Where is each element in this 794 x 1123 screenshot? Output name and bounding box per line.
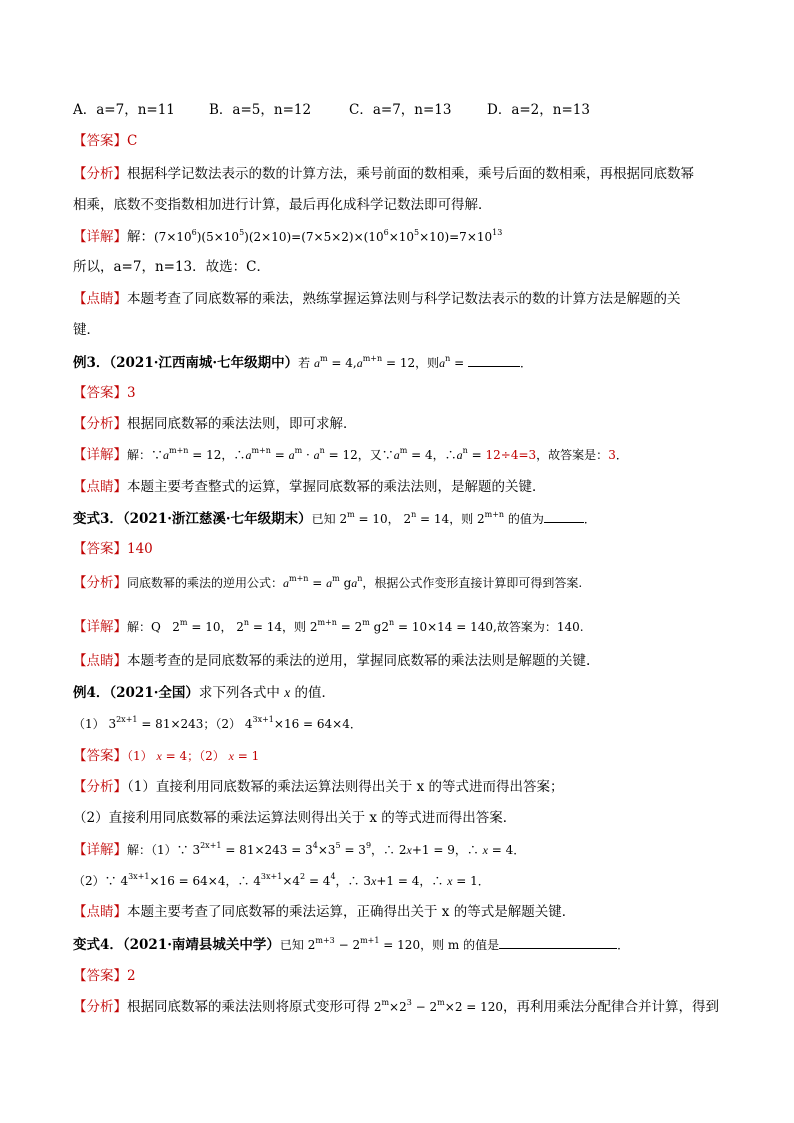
variant-3-question: 已知 $2^m = 10$， $2^n = 14$，则 $2^{m+n}$ 的值为 ．	[311, 510, 596, 526]
variant-3-stem	[73, 508, 596, 529]
options-line	[73, 100, 590, 120]
example-4-detail: 【详解】解：（1）∵ $3^{2x+1} = 81\times 243 = 3^4\times 3^5 = 3^9$，∴ 2x+1 = 9，∴ x = 4．	[73, 841, 526, 858]
variant-4-analysis: 【分析】根据同底数幂的乘法法则将原式变形可得 $2^m\times 2^3 - 2^m\times 2 = 120$，再利用乘法分配律合并计算，得到	[73, 998, 720, 1015]
conclusion-line: 所以，a=7，n=13．故选：C．	[73, 259, 270, 275]
example-3-detail: 【详解】解：$\because a^{m+n} = 12$，$\therefore a^{m+n} = a^m \cdot a^n = 12$，又$\because a^m = 4$，$\therefore a^n = 12\div 4=3$，故答案是：3．	[73, 446, 628, 463]
example-4-comment: 【点睛】本题主要考查了同底数幂的乘法运算，正确得出关于 x 的等式是解题关键．	[73, 904, 576, 920]
variant-3-analysis: 【分析】同底数幂的乘法的逆用公式：$a^{m+n} = a^m$ $ga^n$，根据公式作变形直接计算即可得到答案.	[73, 574, 583, 591]
analysis-text: 根据科学记数法表示的数的计算方法，乘号前面的数相乘，乘号后面的数相乘，再根据同底数幂	[127, 166, 694, 182]
example-4-title: 例4．（2021·全国）	[73, 685, 199, 701]
option-a: A．a=7，n=11	[73, 102, 175, 118]
variant-4-answer: 【答案】2	[73, 968, 136, 984]
example-4-answer: 【答案】（1） x = 4；（2） x = 1	[73, 748, 260, 764]
comment-line	[73, 289, 681, 309]
analysis-tag: 【分析】	[73, 166, 127, 182]
example-4-parts: （1） $3^{2x+1} = 81\times 243$；（2） $4^{3x+1}\times 16 = 64\times 4$．	[73, 715, 362, 731]
variant-3-title: 变式3．（2021·浙江慈溪·七年级期末）	[73, 511, 312, 527]
variant-3-detail: 【详解】解：Q $2^m = 10$， $2^n = 14$，则 $2^{m+n} = 2^m$ $g2^n = 10\times 14 = 140$,故答案为：140.	[73, 618, 584, 635]
example-4-analysis-2: （2）直接利用同底数幂的乘法运算法则得出关于 x 的等式进而得出答案．	[73, 810, 517, 826]
example-4-stem: 例4．（2021·全国）求下列各式中 x 的值．	[73, 685, 336, 701]
analysis-line-2: 相乘，底数不变指数相加进行计算，最后再化成科学记数法即可得解．	[73, 197, 492, 213]
example-3-title: 例3．（2021·江西南城·七年级期中）	[73, 355, 299, 371]
variant-4-title: 变式4．（2021·南靖县城关中学）	[73, 937, 280, 953]
comment-line-2: 键．	[73, 322, 100, 338]
variant-3-answer: 【答案】140	[73, 541, 153, 557]
detail-expression: $(7\times 10^6)(5\times 10^5)(2\times 10)=(7\times 5\times 2)\times(10^6\times 10^5\times 10)=7\times 10^{13}$	[154, 228, 503, 244]
variant-3-comment: 【点睛】本题考查的是同底数幂的乘法的逆用，掌握同底数幂的乘法法则是解题的关键.	[73, 653, 591, 669]
variant-4-question: 已知 $2^{m+3} - 2^{m+1} = 120$，则 m 的值是 ．	[279, 936, 630, 952]
comment-text: 本题考查了同底数幂的乘法，熟练掌握运算法则与科学记数法表示的数的计算方法是解题的关	[127, 291, 681, 307]
detail-prefix: 解：	[127, 229, 154, 245]
detail-line	[73, 227, 502, 247]
analysis-line	[73, 164, 694, 184]
option-d: D．a=2，n=13	[487, 102, 590, 118]
example-4-detail-2: （2）∵ $4^{3x+1}\times 16 = 64\times 4$，∴ $4^{3x+1}\times 4^2 = 4^4$，∴ 3x+1 = 4，∴ x = 1．	[73, 872, 490, 888]
example-3-analysis: 【分析】根据同底数幂的乘法法则，即可求解．	[73, 416, 357, 432]
answer-tag: 【答案】	[73, 133, 127, 149]
detail-tag: 【详解】	[73, 229, 127, 245]
example-4-analysis: 【分析】（1）直接利用同底数幂的乘法运算法则得出关于 x 的等式进而得出答案；	[73, 779, 564, 795]
example-3-comment: 【点睛】本题主要考查整式的运算，掌握同底数幂的乘法法则，是解题的关键．	[73, 479, 546, 495]
example-3-stem	[73, 352, 532, 373]
example-3-answer: 【答案】3	[73, 385, 136, 401]
answer-line	[73, 131, 137, 151]
comment-tag: 【点睛】	[73, 291, 127, 307]
option-c: C．a=7，n=13	[349, 102, 452, 118]
option-b: B．a=5，n=12	[209, 102, 312, 118]
answer-value: C	[127, 133, 138, 149]
example-3-question: 若 $a^m = 4,a^{m+n} = 12$，则$a^n$ = ．	[298, 354, 532, 370]
variant-4-stem	[73, 934, 629, 955]
